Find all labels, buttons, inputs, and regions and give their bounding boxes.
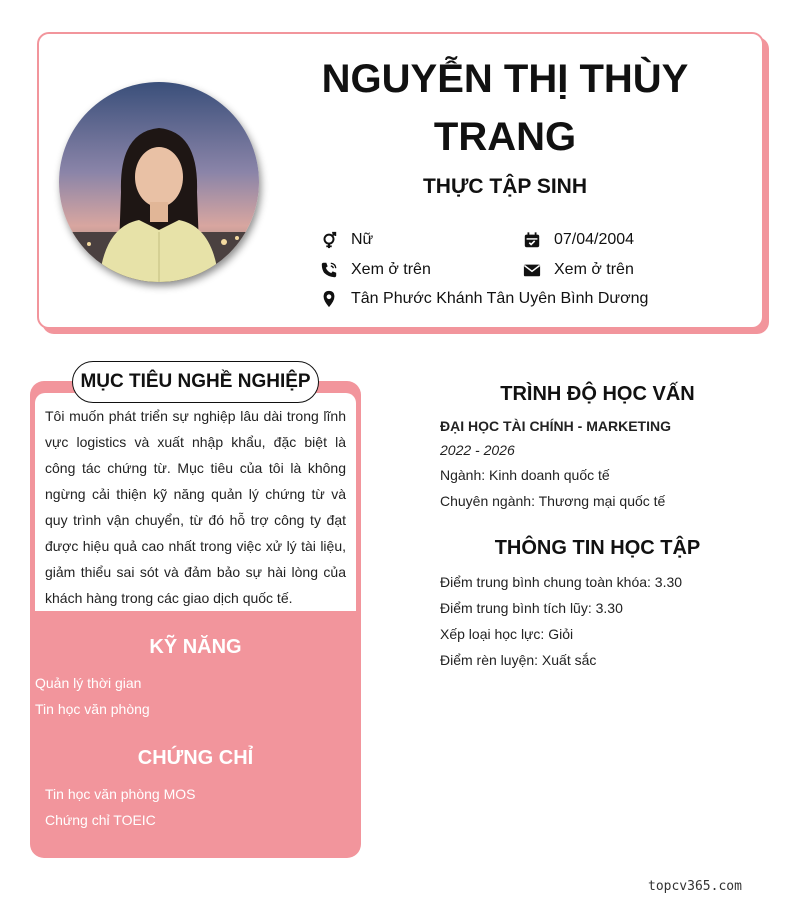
academic-title: THÔNG TIN HỌC TẬP — [494, 537, 701, 559]
name-line-1: NGUYỄN THỊ THÙY — [321, 57, 689, 101]
phone-icon — [319, 260, 339, 280]
birthdate-row — [522, 230, 634, 250]
watermark: topcv365.com — [648, 879, 742, 894]
skill-item: Quản lý thời gian — [35, 675, 142, 691]
avatar — [59, 82, 259, 282]
objective-title: MỤC TIÊU NGHỀ NGHIỆP — [72, 361, 319, 403]
location-pin-icon — [319, 289, 339, 309]
academic-item: Điểm rèn luyện: Xuất sắc — [440, 652, 597, 668]
envelope-icon — [522, 260, 542, 280]
academic-item: Điểm trung bình tích lũy: 3.30 — [440, 600, 623, 616]
calendar-icon — [522, 230, 542, 250]
birthdate-value: 07/04/2004 — [554, 231, 635, 248]
objective-text: Tôi muốn phát triển sự nghiệp lâu dài trong lĩnh vực logistics và xuất nhập khẩu, đặc biệt là công tác chứng từ. Mục tiêu của tôi là không ngừng cải thiện kỹ năng quản lý chứng từ và quy trình vận chuyển, từ đó hỗ trợ công ty đạt được hiệu quả cao nhất trong việc xử lý tài liệu, giảm thiểu sai sót và đảm bảo sự hài lòng của khách hàng trong các giao dịch quốc tế. — [45, 408, 346, 606]
phone-value: Xem ở trên — [351, 261, 431, 278]
certificate-item: Chứng chỉ TOEIC — [45, 812, 156, 828]
certificate-item: Tin học văn phòng MOS — [45, 786, 196, 802]
skill-item: Tin học văn phòng — [35, 701, 150, 717]
address-row — [319, 289, 648, 309]
candidate-name — [290, 50, 720, 166]
specialization: Chuyên ngành: Thương mại quốc tế — [440, 493, 666, 509]
study-period: 2022 - 2026 — [440, 442, 515, 458]
academic-item: Xếp loại học lực: Giỏi — [440, 626, 574, 642]
profile-photo — [59, 82, 259, 282]
gender-value: Nữ — [351, 231, 374, 248]
address-value: Tân Phước Khánh Tân Uyên Bình Dương — [351, 290, 649, 307]
email-row — [522, 260, 634, 280]
skills-title: KỸ NĂNG — [149, 636, 242, 658]
name-line-2: TRANG — [433, 115, 577, 159]
gender-row — [319, 230, 373, 250]
school-name: ĐẠI HỌC TÀI CHÍNH - MARKETING — [440, 418, 671, 434]
certificates-title: CHỨNG CHỈ — [137, 747, 254, 769]
education-title: TRÌNH ĐỘ HỌC VẤN — [500, 383, 695, 405]
gender-icon — [319, 230, 339, 250]
major: Ngành: Kinh doanh quốc tế — [440, 467, 610, 483]
email-value: Xem ở trên — [554, 261, 634, 278]
phone-row — [319, 260, 431, 280]
job-title: THỰC TẬP SINH — [422, 175, 588, 198]
academic-item: Điểm trung bình chung toàn khóa: 3.30 — [440, 574, 683, 590]
